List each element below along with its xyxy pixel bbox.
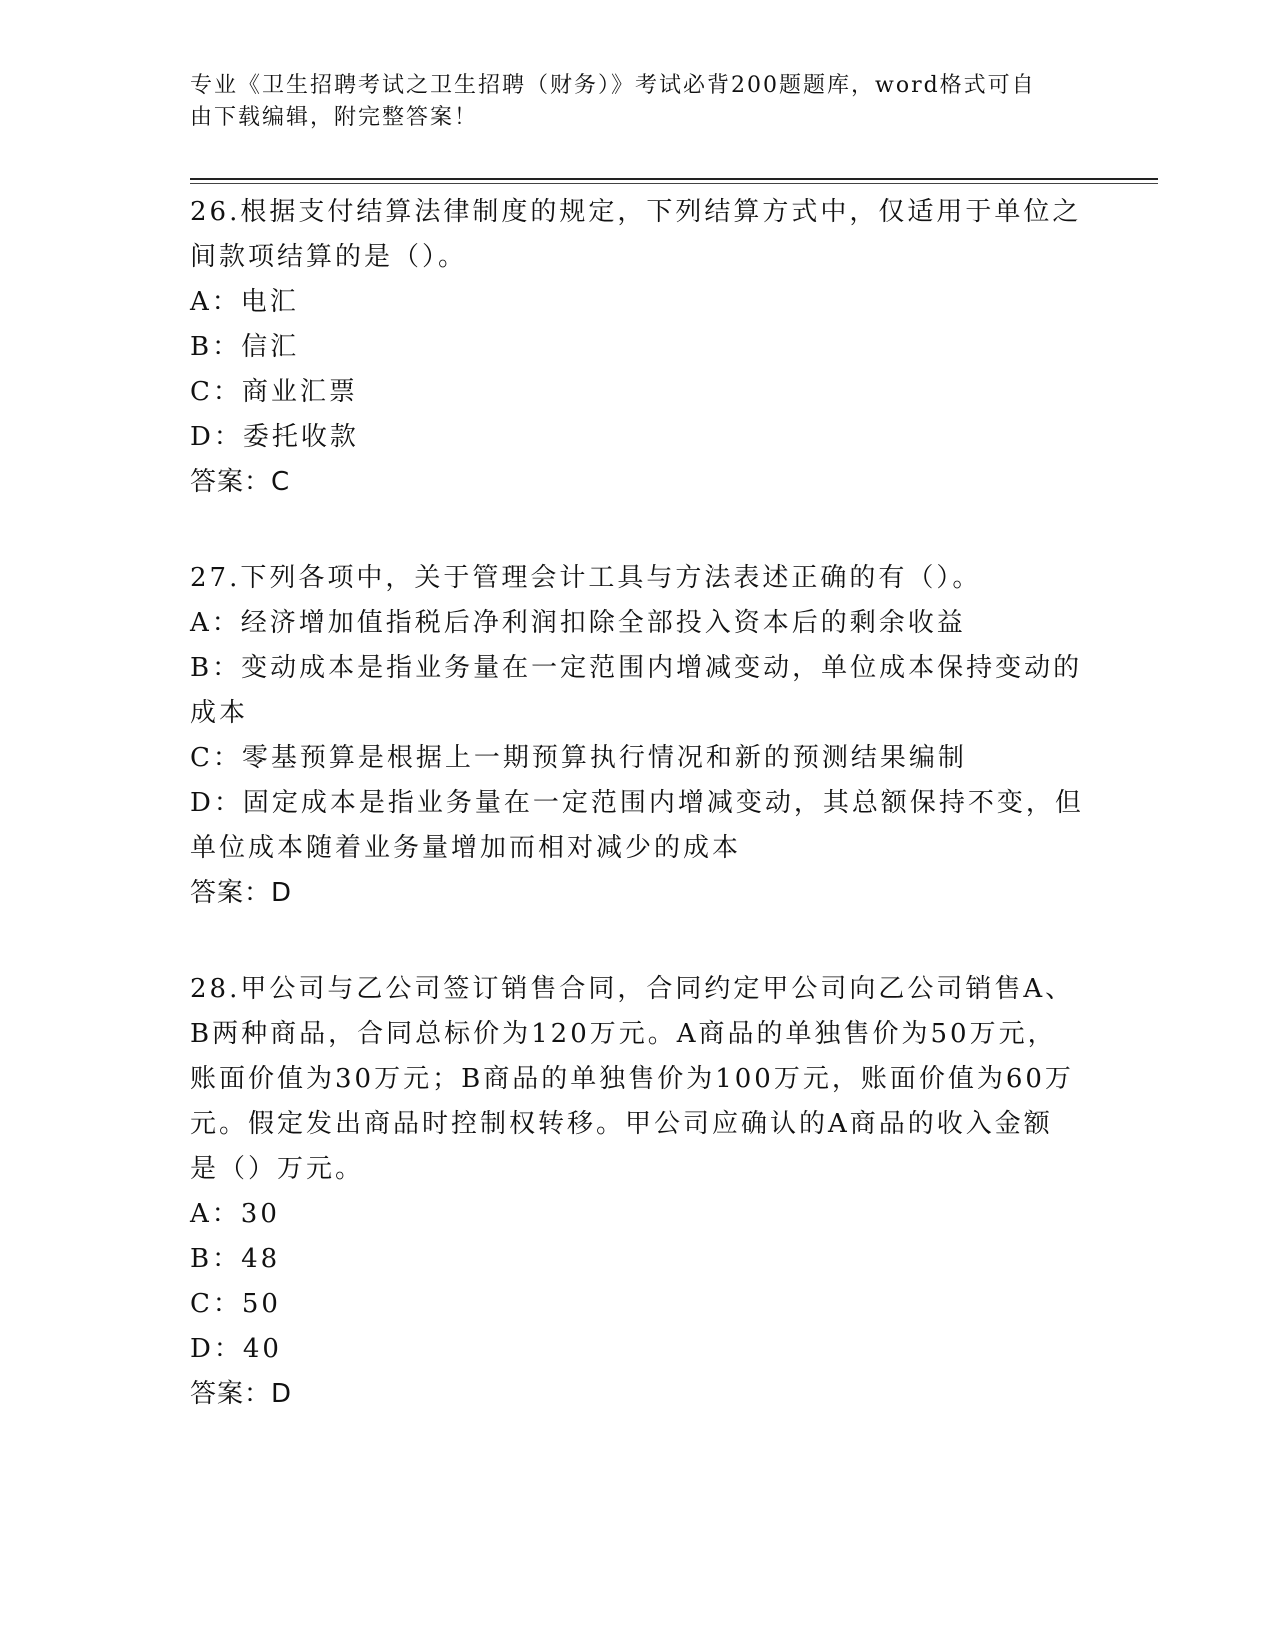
answer-line: 答案：D	[190, 878, 293, 908]
answer-line: 答案：C	[190, 467, 291, 497]
question-stem-line: 间款项结算的是（）。	[190, 242, 468, 272]
option-b: B：变动成本是指业务量在一定范围内增减变动，单位成本保持变动的	[190, 653, 1083, 683]
option-d-continued: 单位成本随着业务量增加而相对减少的成本	[190, 833, 742, 863]
question-stem-line: 元。假定发出商品时控制权转移。甲公司应确认的A商品的收入金额	[190, 1109, 1053, 1139]
question-stem-line: B两种商品，合同总标价为120万元。A商品的单独售价为50万元，	[190, 1019, 1057, 1049]
question-28	[190, 967, 1090, 1417]
option-d: D：委托收款	[190, 422, 359, 452]
question-stem-line: 27.下列各项中，关于管理会计工具与方法表述正确的有（）。	[190, 563, 982, 593]
header-line-1: 专业《卫生招聘考试之卫生招聘（财务）》考试必背200题题库，word格式可自	[190, 73, 1036, 98]
option-c: C：零基预算是根据上一期预算执行情况和新的预测结果编制	[190, 743, 967, 773]
question-26	[190, 190, 1090, 505]
question-stem-line: 28.甲公司与乙公司签订销售合同，合同约定甲公司向乙公司销售A、	[190, 974, 1075, 1004]
option-c: C：商业汇票	[190, 377, 358, 407]
option-b-continued: 成本	[190, 698, 249, 728]
answer-line: 答案：D	[190, 1379, 293, 1409]
header-line-2: 由下载编辑，附完整答案！	[190, 105, 479, 130]
option-c: C：50	[190, 1289, 281, 1319]
option-a: A：电汇	[190, 287, 299, 317]
question-stem-line: 账面价值为30万元；B商品的单独售价为100万元，账面价值为60万	[190, 1064, 1074, 1094]
header-divider-thick	[190, 178, 1158, 180]
option-b: B：信汇	[190, 332, 300, 362]
question-stem-line: 是（）万元。	[190, 1154, 365, 1184]
option-a: A：经济增加值指税后净利润扣除全部投入资本后的剩余收益	[190, 608, 966, 638]
question-stem-line: 26.根据支付结算法律制度的规定，下列结算方式中，仅适用于单位之	[190, 197, 1082, 227]
option-d: D：40	[190, 1334, 282, 1364]
question-27	[190, 556, 1090, 916]
document-header	[190, 70, 1090, 134]
option-b: B：48	[190, 1244, 281, 1274]
option-a: A：30	[190, 1199, 280, 1229]
option-d: D：固定成本是指业务量在一定范围内增减变动，其总额保持不变，但	[190, 788, 1084, 818]
header-divider-thin	[190, 183, 1158, 184]
